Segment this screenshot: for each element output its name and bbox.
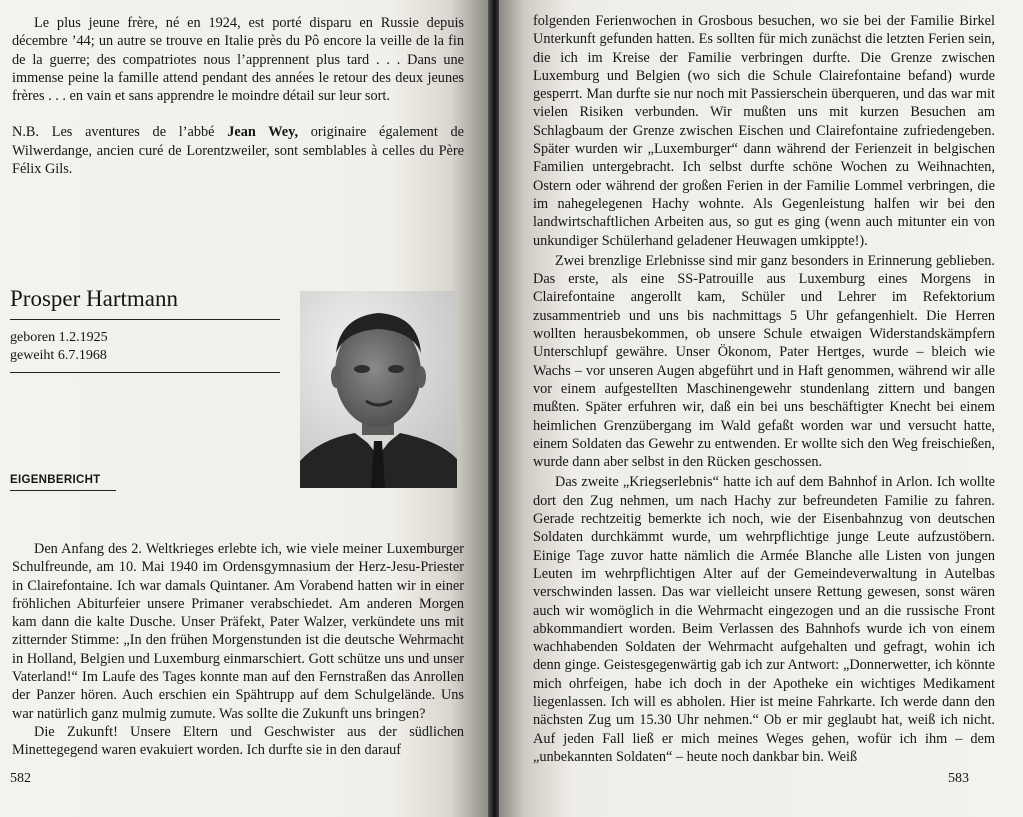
french-paragraph: Le plus jeune frère, né en 1924, est porté disparu en Russie depuis décembre ’44; un autre se trouve en Italie près du Pô encore la veille de la fin de la guerre; des compatriotes nous l’apprennent plus tard . . . Dans une immense peine la famille attend pendant des années le retour des deux jeunes frères . . . en vain et sans apprendre le moindre détail sur leur sort. xyxy=(12,15,464,105)
right-page xyxy=(499,0,1023,817)
body-paragraph: Den Anfang des 2. Weltkrieges erlebte ich, wie viele meiner Luxemburger Schulfreunde, am 10. Mai 1940 im Ordensgymnasium der Herz-Jesu-Priester in Clairefontaine. Ich war damals Quintaner. Am Vorabend hatten wir in einer fröhlichen Abiturfeier unsere Primaner verabschiedet. Am anderen Morgen kam dann die kalte Dusche. Unser Präfekt, Pater Walzer, verkündete uns mit zitternder Stimme: „In den frühen Morgenstunden ist die deutsche Wehrmacht in Holland, Belgien und Luxemburg einmarschiert. Gott schütze uns und unser Vaterland!“ Im Laufe des Tages konnte man auf den Fernstraßen das Anrollen der Panzer hören. Auch erschien ein Spähtrupp auf dem Schulgelände. Uns war natürlich ganz mulmig zumute. Was sollte die Zukunft uns bringen? xyxy=(12,541,464,722)
nb-note-before: N.B. Les aventures de l’abbé xyxy=(12,124,228,141)
left-page xyxy=(0,0,490,817)
body-paragraph: Die Zukunft! Unsere Eltern und Geschwister aus der südlichen Minettegegend waren evakuiert worden. Ich durfte sie in den darauf xyxy=(12,723,464,759)
biography-dates xyxy=(10,329,108,365)
portrait-image xyxy=(300,291,457,488)
portrait-photo xyxy=(300,291,457,488)
french-text-block xyxy=(12,14,464,178)
right-text-block xyxy=(533,12,995,766)
body-paragraph: Zwei brenzlige Erlebnisse sind mir ganz besonders in Erinnerung geblieben. Das erste, als eine SS-Patrouille aus Luxemburg eines Morgens in Clairefontaine angerollt kam, Schüler und Lehrer im Refektorium zusammentrieb und uns bis nachmittags 5 Uhr gefangenhielt. Die Herren wollten herausbekommen, ob unsere Schule etwaigen Widerstandskämpfern Unterschlupf gewähre. Unser Ökonom, Pater Hertges, wurde – bleich wie Wachs – vor unseren Augen abgeführt und in Haft genommen, während wir alle vor einem aufgestellten Maschinengewehr stundenlang zittern und bangen mußten. Später erfuhren wir, daß ein bei uns beschäftigter Knecht bei einem heimlichen Grenzübergang im Wald gefaßt worden war und versucht hatte, einem Soldaten das Gewehr zu entwenden. Er wollte sich den Weg freischießen, wurde dann aber selbst in den Rücken geschossen. xyxy=(533,252,995,471)
body-paragraph: Das zweite „Kriegserlebnis“ hatte ich auf dem Bahnhof in Arlon. Ich wollte dort den Zug nehmen, um nach Hachy zur befreundeten Familie zu fahren. Gerade rechtzeitig bemerkte ich noch, wie der Eisenbahnzug von deutschen Soldaten durchkämmt wurde, um wehrpflichtige junge Leute aufzustöbern. Einige Tage zuvor hatte nämlich die Armée Blanche alle Listen von jungen Leuten im wehrpflichtigen Alter auf der Gemeindeverwaltung in Autelbas verschwinden lassen. Das war vielleicht unsere Rettung gewesen, sonst wären auch wir womöglich in die Wehrmacht eingezogen und an die russische Front abkommandiert worden. Beim Verlassen des Bahnhofs wurde ich von einem wachhabenden Soldaten der Wehrmacht aufgehalten und gefragt, wohin ich denn ginge. Geistesgegenwärtig gab ich zur Antwort: „Donnerwetter, ich könnte mich ohrfeigen, habe ich doch in der Apotheke ein wichtiges Medikament liegenlassen. Ich will es abholen. Hier ist meine Fahrkarte. Ich werde dann den nächsten Zug um 15.30 Uhr nehmen.“ Ob er mir geglaubt hat, weiß ich nicht. Auf jeden Fall ließ er mich meines Weges gehen, wofür ich ihm – dem „unbekannten Soldaten“ – heute noch dankbar bin. Weiß xyxy=(533,474,995,765)
body-paragraph: folgenden Ferienwochen in Grosbous besuchen, wo sie bei der Familie Birkel Unterkunft gefunden hatten. Es sollten für mich zunächst die letzten Ferien sein, die ich im Kreise der Familie verbringen durfte. Die Grenze zwischen Luxemburg und Belgien (wo sich die Schule Clairefontaine befand) wurde gesperrt. Man durfte sie nur noch mit Passierschein überqueren, und das war mit vielen Risiken verbunden. Wir mußten uns mit kurzen Besuchen am Schlagbaum der Grenze zwischen Eischen und Clairefontaine zufriedengeben. Später wurden wir „Luxemburger“ dann während der Ferienzeit in belgischen Familien untergebracht. Ich selbst durfte schöne Wochen zu Weihnachten, Ostern oder während der großen Ferien in der Familie Lommel verbringen, die im nahegelegenen Hachy wohnte. Als Gegenleistung halfen wir bei den landwirtschaftlichen Arbeiten aus, so gut es ging (wenn auch mitunter ein von unkundiger Schülerhand geladener Heuwagen umkippte!). xyxy=(533,13,995,249)
page-number: 583 xyxy=(948,771,969,786)
nb-note-after: originaire également de Wilwerdange, ancien curé de Lorentzweiler, sont semblables à celles du Père Félix Gils. xyxy=(12,124,464,178)
section-title: Prosper Hartmann xyxy=(10,285,280,320)
report-label: EIGENBERICHT xyxy=(10,474,116,491)
birth-date: geboren 1.2.1925 xyxy=(10,330,108,345)
page-number: 582 xyxy=(10,771,31,786)
nb-note xyxy=(12,123,464,178)
main-text-block xyxy=(12,540,464,760)
nb-note-name: Jean Wey, xyxy=(227,124,299,141)
ordination-date: geweiht 6.7.1968 xyxy=(10,348,107,363)
divider xyxy=(10,372,280,373)
